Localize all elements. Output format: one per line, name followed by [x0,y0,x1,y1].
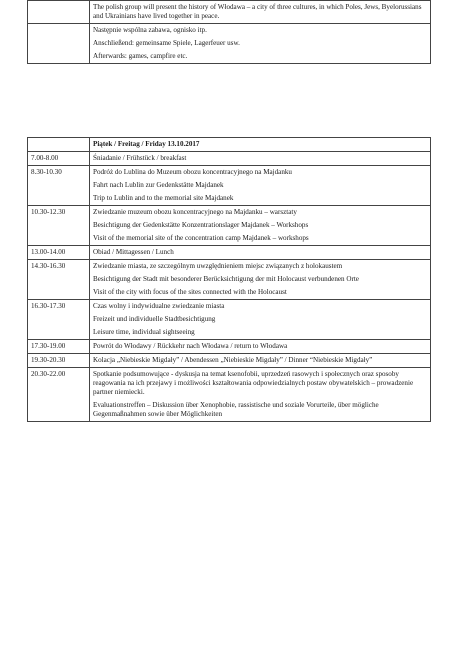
schedule-row [28,24,431,64]
time-cell: 14.30-16.30 [28,260,90,300]
activity-line: Spotkanie podsumowujące - dyskusja na temat ksenofobii, uprzedzeń rasowych i społecznych oraz sposoby reagowania na ich przejawy i możliwości kształtowania odpowiedzialnych postaw obywatelskich – prowadzenie partner niemiecki. [93,370,414,396]
time-cell [28,24,90,64]
activity-cell [90,1,431,24]
activity-cell [90,354,431,368]
activity-line: Obiad / Mittagessen / Lunch [93,248,174,256]
activity-line: Evaluationstreffen – Diskussion über Xenophobie, rassistische und soziale Vorurteile, über mögliche Gegenmaßnahmen sowie über Möglichkeiten [93,401,379,418]
activity-line: Zwiedzanie miasta, ze szczególnym uwzględnieniem miejsc związanych z holokaustem [93,262,343,270]
schedule-row [28,260,431,300]
time-cell: 13.00-14.00 [28,246,90,260]
schedule-row [28,152,431,166]
activity-cell [90,260,431,300]
activity-line: Trip to Lublin and to the memorial site Majdanek [93,194,234,202]
day-header-time-cell [28,138,90,152]
activity-cell [90,368,431,422]
activity-cell [90,246,431,260]
activity-cell [90,300,431,340]
activity-line: Besichtigung der Gedenkstätte Konzentrationslager Majdanek – Workshops [93,221,309,229]
time-cell: 20.30-22.00 [28,368,90,422]
schedule-row [28,1,431,24]
activity-line: Zwiedzanie muzeum obozu koncentracyjnego na Majdanku – warsztaty [93,208,297,216]
activity-line: Fahrt nach Lublin zur Gedenkstätte Majdanek [93,181,224,189]
activity-cell [90,24,431,64]
schedule-row [28,246,431,260]
top-schedule-table [27,0,431,64]
activity-line: Podróż do Lublina do Muzeum obozu koncentracyjnego na Majdanku [93,168,292,176]
time-cell: 19.30-20.30 [28,354,90,368]
activity-line: The polish group will present the history of Włodawa – a city of three cultures, in which Poles, Jews, Byelorussians and Ukrainians have lived together in peace. [93,3,422,20]
time-cell: 17.30-19.00 [28,340,90,354]
activity-line: Czas wolny i indywidualne zwiedzanie miasta [93,302,225,310]
activity-line: Besichtigung der Stadt mit besonderer Berücksichtigung der mit Holocaust verbundenen Orte [93,275,359,283]
time-cell [28,1,90,24]
activity-line: Afterwards: games, campfire etc. [93,52,188,60]
friday-schedule-body [28,138,431,422]
time-cell: 10.30-12.30 [28,206,90,246]
day-header-row [28,138,431,152]
schedule-row [28,300,431,340]
activity-line: Visit of the memorial site of the concentration camp Majdanek – workshops [93,234,309,242]
activity-line: Śniadanie / Frühstück / breakfast [93,154,187,162]
time-cell: 16.30-17.30 [28,300,90,340]
activity-line: Następnie wspólna zabawa, ognisko itp. [93,26,207,34]
top-schedule-body [28,1,431,64]
activity-line: Leisure time, individual sightseeing [93,328,195,336]
activity-cell [90,206,431,246]
schedule-row [28,340,431,354]
activity-line: Visit of the city with focus of the sites connected with the Holocaust [93,288,287,296]
activity-line: Anschließend: gemeinsame Spiele, Lagerfeuer usw. [93,39,240,47]
schedule-row [28,206,431,246]
time-cell: 7.00-8.00 [28,152,90,166]
schedule-row [28,368,431,422]
activity-cell [90,166,431,206]
friday-schedule-table [27,137,431,422]
schedule-row [28,354,431,368]
activity-cell [90,152,431,166]
activity-cell [90,340,431,354]
day-header: Piątek / Freitag / Friday 13.10.2017 [90,138,431,152]
activity-line: Kolacja „Niebieskie Migdały” / Abendessen „Niebieskie Migdały” / Dinner “Niebieskie Migdały” [93,356,373,364]
activity-line: Freizeit und individuelle Stadtbesichtigung [93,315,216,323]
time-cell: 8.30-10.30 [28,166,90,206]
activity-line: Powrót do Włodawy / Rückkehr nach Włodawa / return to Włodawa [93,342,288,350]
schedule-row [28,166,431,206]
